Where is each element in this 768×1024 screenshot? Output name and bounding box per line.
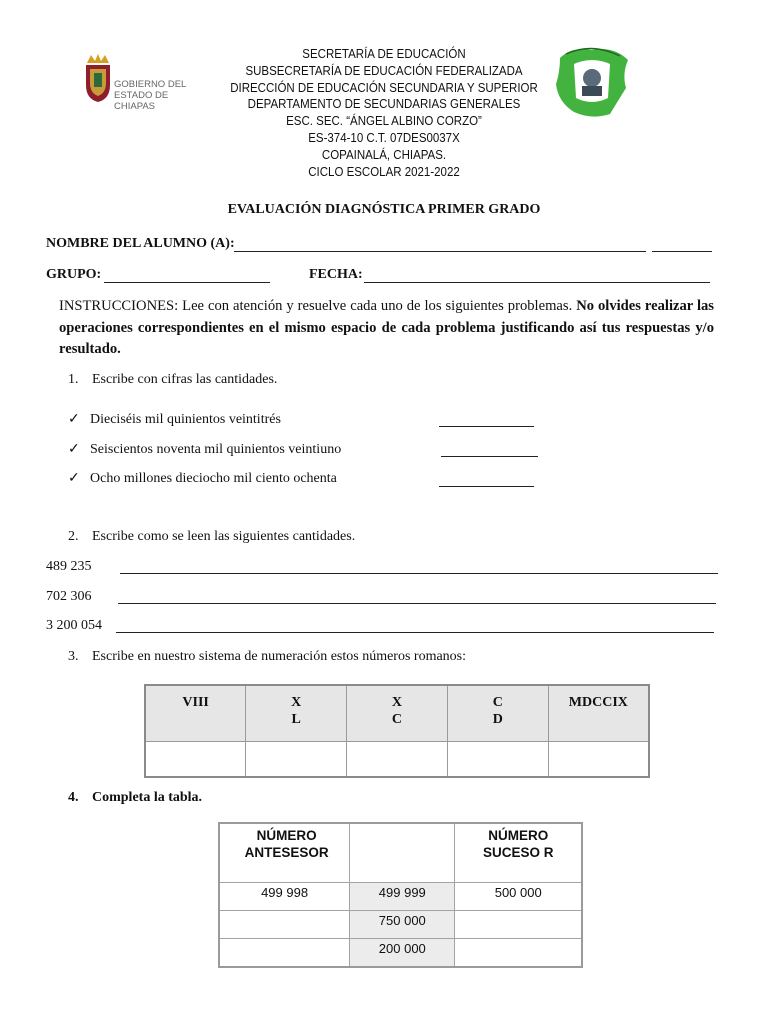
table-answer-cell[interactable] [219, 939, 350, 968]
q2-answer-field[interactable] [116, 632, 714, 633]
table-cell: 499 998 [219, 883, 350, 911]
roman-numerals-table [144, 684, 650, 778]
q1-item-text: Seiscientos noventa mil quinientos veintiuno [90, 442, 342, 457]
table-cell: 499 999 [350, 883, 455, 911]
roman-answer-cell[interactable] [447, 742, 548, 778]
date-label: FECHA: [309, 267, 363, 282]
exam-title: EVALUACIÓN DIAGNÓSTICA PRIMER GRADO [227, 202, 541, 217]
school-logo [552, 44, 632, 120]
header-line: DIRECCIÓN DE EDUCACIÓN SECUNDARIA Y SUPERIOR [230, 80, 538, 95]
q2-amount: 489 235 [46, 559, 92, 574]
question-3 [68, 649, 466, 665]
question-2-number: 2. [68, 529, 79, 544]
table-answer-cell[interactable] [455, 911, 582, 939]
q2-answer-field[interactable] [118, 603, 716, 604]
table-cell: 750 000 [350, 911, 455, 939]
roman-header-cell: C D [447, 685, 548, 742]
date-field[interactable] [364, 282, 710, 283]
header-line: CICLO ESCOLAR 2021-2022 [308, 164, 460, 179]
table-answer-cell[interactable] [219, 911, 350, 939]
question-4 [68, 790, 202, 806]
predecessor-header: NÚMERO ANTESESOR [219, 823, 350, 883]
table-cell: 500 000 [455, 883, 582, 911]
q1-item-text: Ocho millones dieciocho mil ciento ochenta [90, 471, 337, 486]
list-item [68, 441, 341, 458]
header-line: SECRETARÍA DE EDUCACIÓN [302, 47, 466, 61]
roman-answer-cell[interactable] [145, 742, 246, 778]
q1-answer-field[interactable] [439, 426, 534, 427]
school-header [215, 46, 554, 180]
checkmark-icon: ✓ [68, 412, 80, 427]
instructions-lead: INSTRUCCIONES: Lee con atención y resuelve cada uno de los siguientes problemas. [59, 298, 573, 314]
group-label: GRUPO: [46, 267, 102, 282]
instructions [59, 296, 714, 361]
table-cell: 200 000 [350, 939, 455, 968]
student-name-field-extra[interactable] [652, 251, 712, 252]
q2-amount: 3 200 054 [46, 618, 102, 633]
successor-header: NÚMERO SUCESO R [455, 823, 582, 883]
roman-answer-cell[interactable] [347, 742, 448, 778]
coat-of-arms-icon [84, 53, 112, 103]
roman-header-cell: VIII [145, 685, 246, 742]
checkmark-icon: ✓ [68, 471, 80, 486]
header-line: DEPARTAMENTO DE SECUNDARIAS GENERALES [247, 97, 521, 112]
instructions-rest: No olvides realizar las operaciones correspondientes en el mismo espacio de cada problema justificando así tus respuestas y/o resultado. [59, 298, 714, 357]
gov-logo-text-line1: GOBIERNO DEL [114, 79, 187, 90]
table-answer-cell[interactable] [455, 939, 582, 968]
gov-chiapas-logo [84, 53, 204, 112]
question-3-number: 3. [68, 649, 79, 664]
header-line: SUBSECRETARÍA DE EDUCACIÓN FEDERALIZADA [245, 63, 523, 78]
q2-amount: 702 306 [46, 589, 92, 604]
checkmark-icon: ✓ [68, 442, 80, 457]
question-1-number: 1. [68, 372, 79, 387]
middle-header [350, 823, 455, 883]
question-3-text: Escribe en nuestro sistema de numeración estos números romanos: [92, 649, 467, 664]
list-item [68, 470, 337, 487]
gov-logo-text-line2: ESTADO DE CHIAPAS [114, 90, 169, 112]
group-field[interactable] [104, 282, 270, 283]
header-line: ESC. SEC. “ÁNGEL ALBINO CORZO” [286, 114, 482, 129]
q1-item-text: Dieciséis mil quinientos veintitrés [90, 412, 281, 427]
question-2 [68, 529, 355, 545]
header-line: ES-374-10 C.T. 07DES0037X [308, 130, 460, 145]
school-emblem-icon [552, 44, 632, 120]
roman-answer-cell[interactable] [246, 742, 347, 778]
roman-header-cell: X L [246, 685, 347, 742]
header-line: COPAINALÁ, CHIAPAS. [321, 147, 447, 162]
q1-answer-field[interactable] [439, 486, 534, 487]
student-name-label: NOMBRE DEL ALUMNO (A): [46, 236, 235, 251]
question-4-text: Completa la tabla. [92, 790, 203, 805]
roman-answer-cell[interactable] [548, 742, 649, 778]
roman-header-cell: MDCCIX [548, 685, 649, 742]
list-item [68, 411, 281, 428]
predecessor-successor-table [218, 822, 583, 968]
student-name-field[interactable] [234, 251, 646, 252]
roman-header-cell: X C [347, 685, 448, 742]
question-4-number: 4. [68, 790, 79, 805]
question-1-text: Escribe con cifras las cantidades. [92, 372, 278, 387]
question-2-text: Escribe como se leen las siguientes cantidades. [92, 529, 356, 544]
q2-answer-field[interactable] [120, 573, 718, 574]
question-1 [68, 372, 277, 388]
q1-answer-field[interactable] [441, 456, 538, 457]
